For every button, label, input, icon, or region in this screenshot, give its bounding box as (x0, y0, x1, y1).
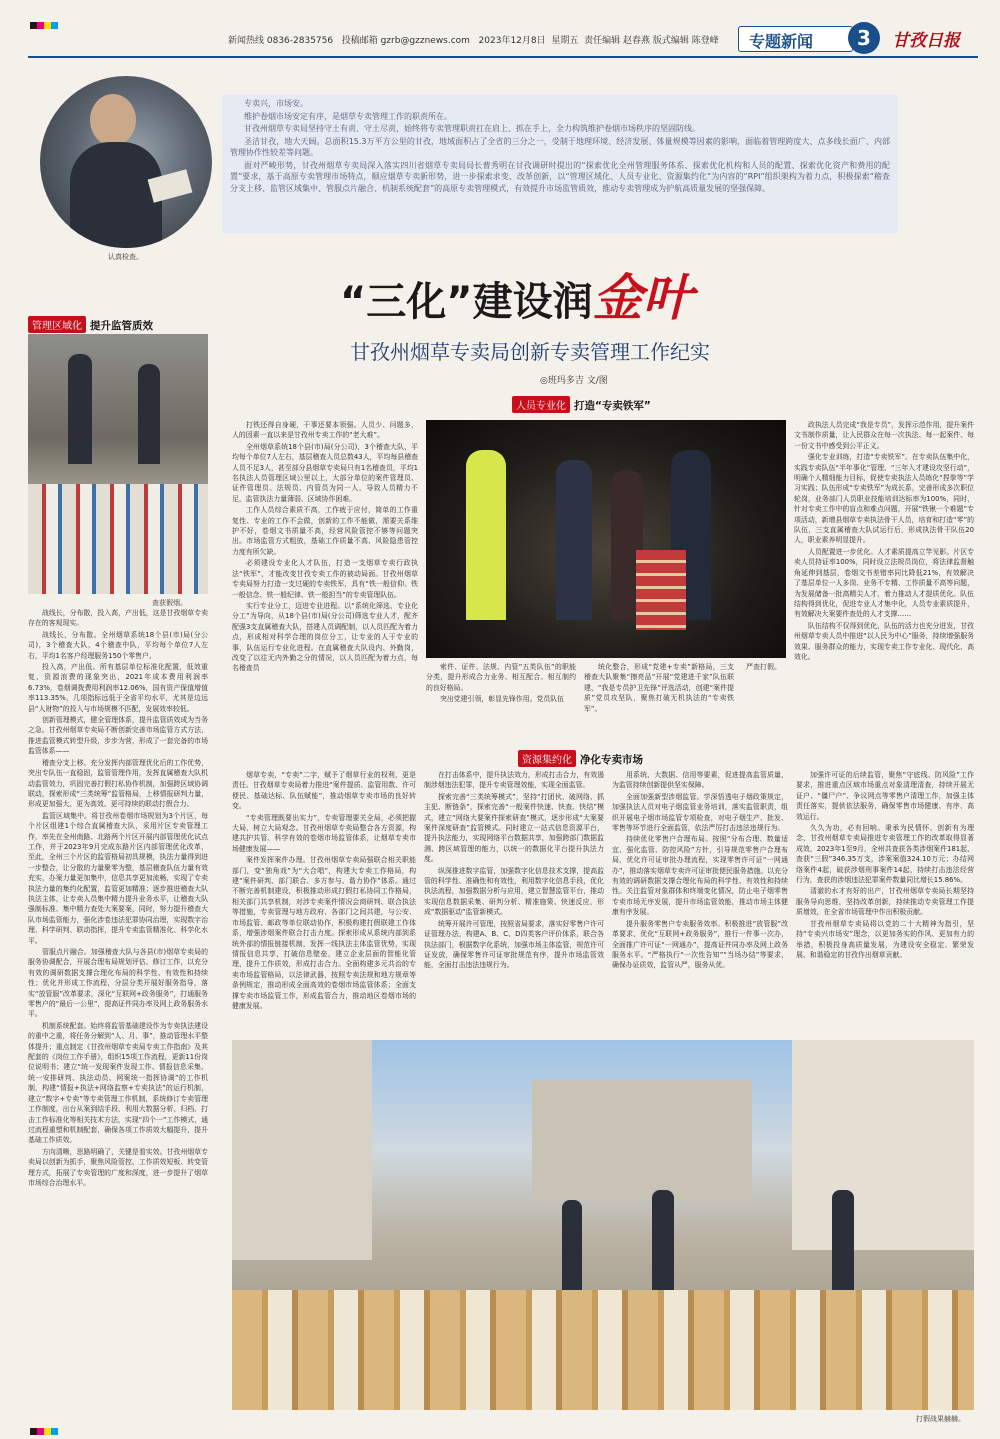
paragraph: 案件发挥案件办理。甘孜州烟草专卖局强联合相关职能部门，变“独角戏”为“大合唱”，构建大专卖工作格局，构建“案件研判、部门联合、多方参与、谐力协作”体系。通过不断完善机制建设，积极推动形成打假打私协同工作格局，相关部门共享机制，对涉专卖案件情况会商研判、联合执法等措施，专卖管理与地方政府、各部门之间共建，与公安、市场监管、邮政等单位联动协作，积极构建打假联建工作体系，增强涉烟案件联合打击力度。探索形成从系统内部到系统外部的情报链接机制，发挥一线执法主体监管优势，实现情报信息共享，打破信息壁垒，建立企业层面的智能化管理，提升工作质效，形成打击合力。全面构建多元共治的专卖市场监管格局，以法律武器，按照专卖法规和地方规章等条例规定，推动形成全面高效的卷烟市场监管体系；全面支撑专卖市场监管工作，形成监管合力，推动地区卷烟市场的健康发展。 (232, 856, 416, 1010)
left-photo-caption: 查获假烟。 (152, 599, 187, 607)
intro-para: 维护卷烟市场安定有序，是烟草专卖管理工作的职责所在。 (244, 111, 452, 121)
paragraph: “专卖管理既要出实力”，专卖管理要关全局，必须把握大局，树立大局观念。甘孜州烟草专卖局整合各方资源，构建共护共管、科学有效的卷烟市场监管体系，让烟草专卖市场健康发展—— (232, 813, 416, 853)
column-mid-b (426, 662, 576, 750)
paragraph: 索件、证件、法规、内管”五类队伍”的职能分类，提升形成合力业务、相互配合、相互制约的良好格局。 (426, 663, 576, 692)
intro-para: 圣洁甘孜，地大天阔。总面积15.3万平方公里的甘孜，地域面积占了全省的三分之一，受制于地理环境、经济发展、体量规模等因素的影响，面临着管理跨度大、点多线长面广、内部管理协作性较差等问题。 (230, 136, 890, 157)
section-header-3 (518, 748, 643, 767)
paragraph: 提升服务零售户专卖服务效率。积极推进“放管服”改革要求，优化“互联网+政务服务”，推行一件事一次办，全面推广许可证“一网通办”，提高证件同办率及网上政务服务水平。“严格执行“一次性告知”“当场办结”等要求，确保办证质效，监管从严，服务从优。 (612, 919, 788, 970)
column-s3-b (424, 770, 604, 1032)
paragraph: 加强许可证的后续监管，聚焦“守底线、防风险”工作要求，推进重点区域市场重点对象清理清查，持续开展无证户、“僵尸户”、争议网点等零售户清理工作，加强主体责任落实，提供依法服务，确保零售市场健康、有序、高效运行。 (796, 771, 974, 821)
issue-date: 2023年12月8日 (478, 36, 546, 46)
section-badge: 资源集约化 (518, 750, 576, 767)
intro-para: 甘孜州烟草专卖局坚持守土有责、守土尽责，始终将专卖管理职责扛在肩上、抓在手上，全力构筑维护卷烟市场秩序的坚固防线。 (244, 124, 700, 133)
paragraph: 在打击体系中，提升执法效力，形成打击合力，有效遏制涉烟违法犯罪，提升专卖管理效能，实现全面监管。 (424, 771, 604, 790)
paragraph: 用系统、大数据、信用等要素，促进提高监管质量，为监管持续创新提供坚实保障。 (612, 771, 788, 790)
byline: ◎班玛多吉 文/图 (540, 376, 608, 386)
color-bar-bottom (30, 1420, 58, 1439)
inspector-portrait-photo (40, 76, 212, 248)
section-title: 净化专卖市场 (580, 754, 643, 766)
paragraph: 创新管理模式，健全管理体系，提升监管质效成为当务之急。甘孜州烟草专卖局不断创新完善市场监管方式方法，推进监管模式转型升级，步步为营，形成了一套完备的市场监管体系—— (28, 716, 208, 756)
paragraph: 战线长，分布散。全州烟草系统18个县(市)局(分公司)，3个稽查大队，4个稽查中队，平均每个单位7人左右，平均1名客户经理服务150个零售户。 (28, 630, 208, 660)
section-badge: 管理区域化 (28, 316, 86, 333)
column-s3-c (612, 770, 788, 1032)
color-bar-top (30, 14, 58, 33)
intro-box (222, 94, 898, 234)
portrait-caption: 认真检查。 (108, 253, 143, 261)
paragraph: 队伍结构不仅得到优化，队伍的活力也充分迸发，甘孜州烟草专卖人员中推进“以人民为中心”服务，持续增强服务效果、服务群众的能力，实现专卖工作专业化、现代化、高效化。 (794, 621, 974, 661)
paragraph: 机制系统配套。始终将监管基础建设作为专卖执法建设的重中之重，将任务分解到“人、月、事”，推动管理水平整体提升；重点制定《甘孜州烟草专卖局专卖工作指南》及其配套的《岗位工作手册》，组织15项工作流程，更新11份岗位说明书；建立“统一发现案件发现工作、情报信息采集、统一安排研判、执法动员、网案统一指挥协调”的工作机制，构建“情报+执法+网络监察+专卖执法”的运行机制，建立“数字+专卖”等专卖管理工作机制，系统修订专卖管理工作制度，出台从案到结手段、利用大数据分析、归档、打击工作标准化等相关技术方法，实现“四个一”工作模式，通过流程重塑和机制配套，确保各项工作质效大幅提升，提升基础工作质效。 (28, 1021, 208, 1145)
column-mid-a (232, 420, 418, 748)
column-right (794, 420, 974, 750)
section-title: 打造“专卖铁军” (574, 400, 651, 412)
paper-logo-text: 甘孜日报 (892, 31, 960, 51)
section-header-2 (512, 394, 651, 413)
intro-text (230, 98, 890, 195)
paper-logo (892, 26, 960, 51)
crackdown-results-photo (232, 1040, 974, 1410)
headline-main: “三化”建设润 (340, 279, 593, 325)
page-number: 3 (857, 26, 871, 50)
mid-photo-caption: 严查打假。 (746, 663, 781, 671)
section-title: 提升监管质效 (90, 320, 153, 332)
paragraph: 强化专业训练，打造“专卖铁军”。在专卖队伍集中化，实践专卖队伍“半年事化”管理、“三年入才建设攻坚行动”，明确个人精细能力目标，促使专卖执法人员练化“捏拳等”学习实践；队伍形成“专卖铁军”为成长系，完善形成多次职位轮岗，业务部门人员职业技能培训达标率为100%，同时，针对专卖工作中的盲点和难点问题，开展“铁锹一个难题”专项活动，新增县烟草专卖执法骨干人员，培育和打造“零”的队伍，三支直属稽查大队试运行后，形成执法骨干队伍20人，职业素养明显提升。 (794, 453, 974, 545)
paragraph: 甘孜州烟草专卖局将以党的二十大精神为指引，坚持“专卖兴市场安”理念，以更加务实的作风、更加有力的举措，积极投身高质量发展，为建设安全稳定、繁荣发展、和谐稳定的甘孜作出烟草贡献。 (796, 919, 974, 959)
paragraph: 清澈的水才有好的出产，甘孜州烟草专卖局长期坚持服务导向思维，坚持改革创新，持续推动专卖管理工作提质增效，在全省市场管理中作出积极贡献。 (796, 887, 974, 917)
section-header-1 (28, 314, 153, 333)
paragraph: 方向清晰，思路明确了，关键是看实效。甘孜州烟草专卖局以创新为抓手，聚焦风险管控、工作质效短板、转变管理方式，拓展了专卖管理的广度和深度，进一步提升了烟草市场综合治理水平。 (28, 1147, 208, 1187)
masthead-rule (28, 56, 978, 58)
paragraph: 久久为功，必有回响。秉承为民情怀、创新有为理念，甘孜州烟草专卖局推进专卖管理工作的改革取得显著成效，2023年1至9月，全州共查获各类涉烟案件181起，查获“三假”346.35万支，涉案案值324.10万元；办结网络案件4起，破获涉烟刑事案件14起，持续打击违法经营行为，查获的涉烟违法犯罪案件数量同比增长15.86%。 (796, 824, 974, 885)
paragraph: 全面加强新型涉烟监管。学深悟透电子烟政策规定，加强执法人员对电子烟监管业务培训，落实监管职责，组织开展电子烟市场监管专项检查，对电子烟生产、批发、零售等环节进行全面监管，依法严厉打击违法违规行为。 (612, 792, 788, 833)
bottom-photo-caption: 打假战果赫赫。 (916, 1415, 965, 1423)
paragraph: 突出党建引领，彰显先锋作用。党员队伍 (440, 695, 565, 704)
section-tab (738, 26, 853, 52)
paragraph: 投入高，产出低。所有基层单位标准化配置，低效重复、资源浪费的现象突出，2021年成本费用利润率6.73%，卷烟调拨费用利润率12.06%，国有资产保值增值率113.35%，几项指标远低于全省平均水平，尤其是边远县“人财物”的投入与市场规模不匹配，发展效率较低。 (28, 663, 208, 713)
paragraph: 监管区域集中。将甘孜州卷烟市场规划为3个片区，每个片区组建1个综合直属稽查大队，采用片区专卖管理工作，率先在全州南路、北路两个片区开展内部管理优化试点工作，并于2023年9月完成东路片区内部管理优化改革，至此，全州三个片区的监管格局初具规模，执法力量得到进一步整合，让分散的力量聚零为整，基层稽查队伍力量有效充实，办案力量更加集中，信息共享更加流畅，实现了专卖执法力量的集约化配置，监管更加精准；逐步推进稽查大队执法主体，让专卖人员集中精力提升业务水平，让稽查大队强制标准、集中精力查处大案要案，同时，努力提升稽查大队市场监管能力，强化涉卷违法犯罪协同治理，实现数字治理、科学研判、联动指挥，提升专卖监管精准化、科学化水平。 (28, 811, 208, 945)
night-inspection-photo (426, 420, 786, 658)
paragraph: 烟草专卖，“专卖”二字，赋予了烟草行业的权利，更是责任。甘孜烟草专卖局着力推进“案件提质、监管用数、许可便民、基础达标、队伍赋能”，推动烟草专卖市场的良好转变。 (232, 771, 416, 811)
column-s3-a (232, 770, 416, 1032)
headline-subtitle: 甘孜州烟草专卖局创新专卖管理工作纪实 (350, 340, 710, 364)
paragraph: 统化整合，形成“党建+专卖”新格局，三支稽查大队聚集“擦亮品”开展“党建进千家”队伍联建，“我是专员护卫先锋”评选活动，创建“案件提质”党员攻坚队，聚焦打破无机执法的“专卖铁军”。 (584, 663, 734, 713)
paragraph: 必须建设专业化人才队伍，打造一支烟草专卖行政执法“铁军”，才能改变甘孜专卖工作的被动局面。甘孜州烟草专卖局努力打造一支过硬的专卖铁军，具有“铁一般信仰、铁一般信念、铁一般纪律、铁一般担当”的专卖管理队伍。 (232, 559, 418, 599)
masthead-info (228, 33, 719, 46)
editors: 责任编辑 赵春燕 版式编辑 陈登峰 (584, 36, 719, 46)
paragraph: 工作人员综合素质不高，工作疲于应付，简单的工作重复性、专业的工作不会做，创新的工作不能做，需要关系维护不好，卷烟文书质量不高，经营风险管控不够等问题突出。市场监管方式粗放，基础工作质量不高、风险隐患管控力度有所欠缺。 (232, 506, 418, 556)
page-number-badge (848, 22, 880, 54)
column-mid-c (584, 662, 734, 750)
paragraph: 探索完善“三类统筹模式”，坚持“打团伙、破网络、抓主犯、断链条”，探索完善“一般案件快速、快查、快结”模式，建立“网络大要案件探索研查”模式，逐步形成“大案要案件深度研查”监管模式。同时建立一站式信息资源平台，提升执法能力，实现网络平台数据共享，加强跨部门数据监测、跨区域管理的能力，以统一的数据化平台提升执法力度。 (424, 792, 604, 864)
paragraph: 战线长，分布散，投入高，产出低，这是甘孜烟草专卖存在的客观现实。 (28, 609, 208, 628)
hotline: 新闻热线 0836-2835756 (228, 36, 334, 46)
paragraph: 统筹开展许可管理，按照省局要求，落实好零售户许可证管理办法，构建A、B、C、D四类客户评价体系，联合各执法部门，根据数字化系统，加强市场主体监管，规范许可证发放，确保零售许可证审批规范有序，提升市场监管效能，全面打击违法违规行为。 (424, 919, 604, 970)
paragraph: 实行专业分工，迈进专业进程。以“系统化筛选、专业化分工”为导向，从18个县(市)局(分公司)筛选专业人才，配齐配强3支直属稽查大队，搭建人员调配制，以人员匹配为着力点，形成相对科学合理的岗位分工，让专业的人干专业的事，队伍运行专业化进程。在直属稽查大队设内、外勤岗，改变了以往无内外勤之分的情况，以人员匹配为着力点，每名稽查员 (232, 601, 418, 673)
weekday: 星期五 (551, 36, 579, 46)
paragraph: 管服点片融合。加强稽查大队与各县(市)烟草专卖局的服务协调配合，开展合理布局规划评估、修订工作，以充分有效的调研数据支撑合理化布局的科学性、有效性和持续性；优化并形成工作流程，分层分类开展好服务指导，落实“放管服”改革要求，深化“互联网+政务服务”，打通服务零售户的“最后一公里”，提高证件同办率及网上政务服务水平。 (28, 948, 208, 1019)
paragraph: 持续优化零售户合理布局。按照“分布合理、数量适宜、强化监管、防控风险”方针，引导规范零售户合理布局，优化许可证审批办理流程，实现零售许可证“一网通办”，推动落实烟草专卖许可证审批便民服务措施。以充分有效的调研数据支撑合理化布局的科学性、有效性和持续性。关注监管对象群体和终端变化情况，防止电子烟零售专卖市场无序发展，提升市场监管效能，推动市场主体健康有序发展。 (612, 835, 788, 917)
section-name: 专题新闻 (749, 32, 814, 51)
headline (340, 258, 693, 330)
email: 投稿邮箱 gzrb@gzznews.com (341, 36, 470, 46)
paragraph: 全州烟草系统18个县(市)局(分公司)，3个稽查大队，平均每个单位7人左右，基层稽查人员总数43人，平均每县稽查人员不足3人，甚至部分县烟草专卖局只有1名稽查员，平均1名执法人员管理区域公里以上，大部分单位的案件管理员、证件管理员、法规员、内管员为同一人，导致人员精力不足，监管执法力量薄弱、区域协作困难。 (232, 442, 418, 503)
section-badge: 人员专业化 (512, 396, 570, 413)
paragraph: 人员配置进一步优化。人才素质提高立竿见影。片区专卖人员持证率100%，同时设立法规员岗位，将法律监督触角延伸到基层，卷烟文书差错率同比降低21%，有效解决了基层单位一人多岗、业务不专精、工作质量不高等问题，为发展储备一批高精尖人才，着力推动人才提质优化。队伍结构得到优化，促进专业人才集中化，人员专业素质提升，有效解决大案要件查处的人才支撑…… (794, 547, 974, 619)
seized-fake-cigarettes-photo (28, 334, 208, 594)
intro-para: 面对严峻形势，甘孜州烟草专卖局深入落实四川省烟草专卖局局长曹秀明在甘孜调研时提出的“探索优化全州管理服务体系、探索优化机构和人员的配置、探索优化资产和费用的配置”要求，基于高原专卖管理市场特点，顺应烟草专卖新形势，进一步探索求变、改革创新，以“管理区域化、人员专业化、资源集约化”为内容的“RPI”组织架构为着力点，积极探索“稽查分支上移、监管区域集中、管服点片融合、机制系统配套”的高原专卖管理模式，有效提升市场监管质效，推动专卖管理成为护航高质量发展的坚强保障。 (230, 160, 890, 193)
column-left (28, 608, 208, 1404)
intro-para: 专卖兴，市场安。 (244, 99, 308, 108)
headline-calligraphy: 金叶 (592, 268, 693, 327)
paragraph: 打铁还得自身硬，干事还要本领强。人员少、问题多，人的因素一直以来是甘孜州专卖工作的“老大难”。 (232, 421, 418, 440)
paragraph: 纵深推进数字监管，加强数字化信息技术支撑，提高监管的科学性、准确性和有效性，利用数字化信息手段，优化执法流程，加强数据分析与应用，建立智慧监管平台，推动实现信息数据采集、研判分析、精准施策、快速反应，形成“数据驱动”监管新模式。 (424, 866, 604, 917)
column-s3-d (796, 770, 974, 1032)
masthead (0, 0, 1000, 62)
paragraph: 稽查分支上移。充分发挥内部管理优化后的工作优势，突出专队伍一直稳固，监管管理作用，发挥直属稽查大队机动监管效力，巩固完善打假打私协作机制，加强跨区域协调联动，探索形成“三类统筹”监管格局，上移情报研判力量，形成更加强大、更为高效、更可持续的联动打假合力。 (28, 758, 208, 809)
paragraph: 政执法人员完成“我是专员”，发挥示范作用，提升案件文书制作质量，让人民群众在每一次执法、每一起案件、每一份文书中感受到公平正义。 (794, 421, 974, 450)
